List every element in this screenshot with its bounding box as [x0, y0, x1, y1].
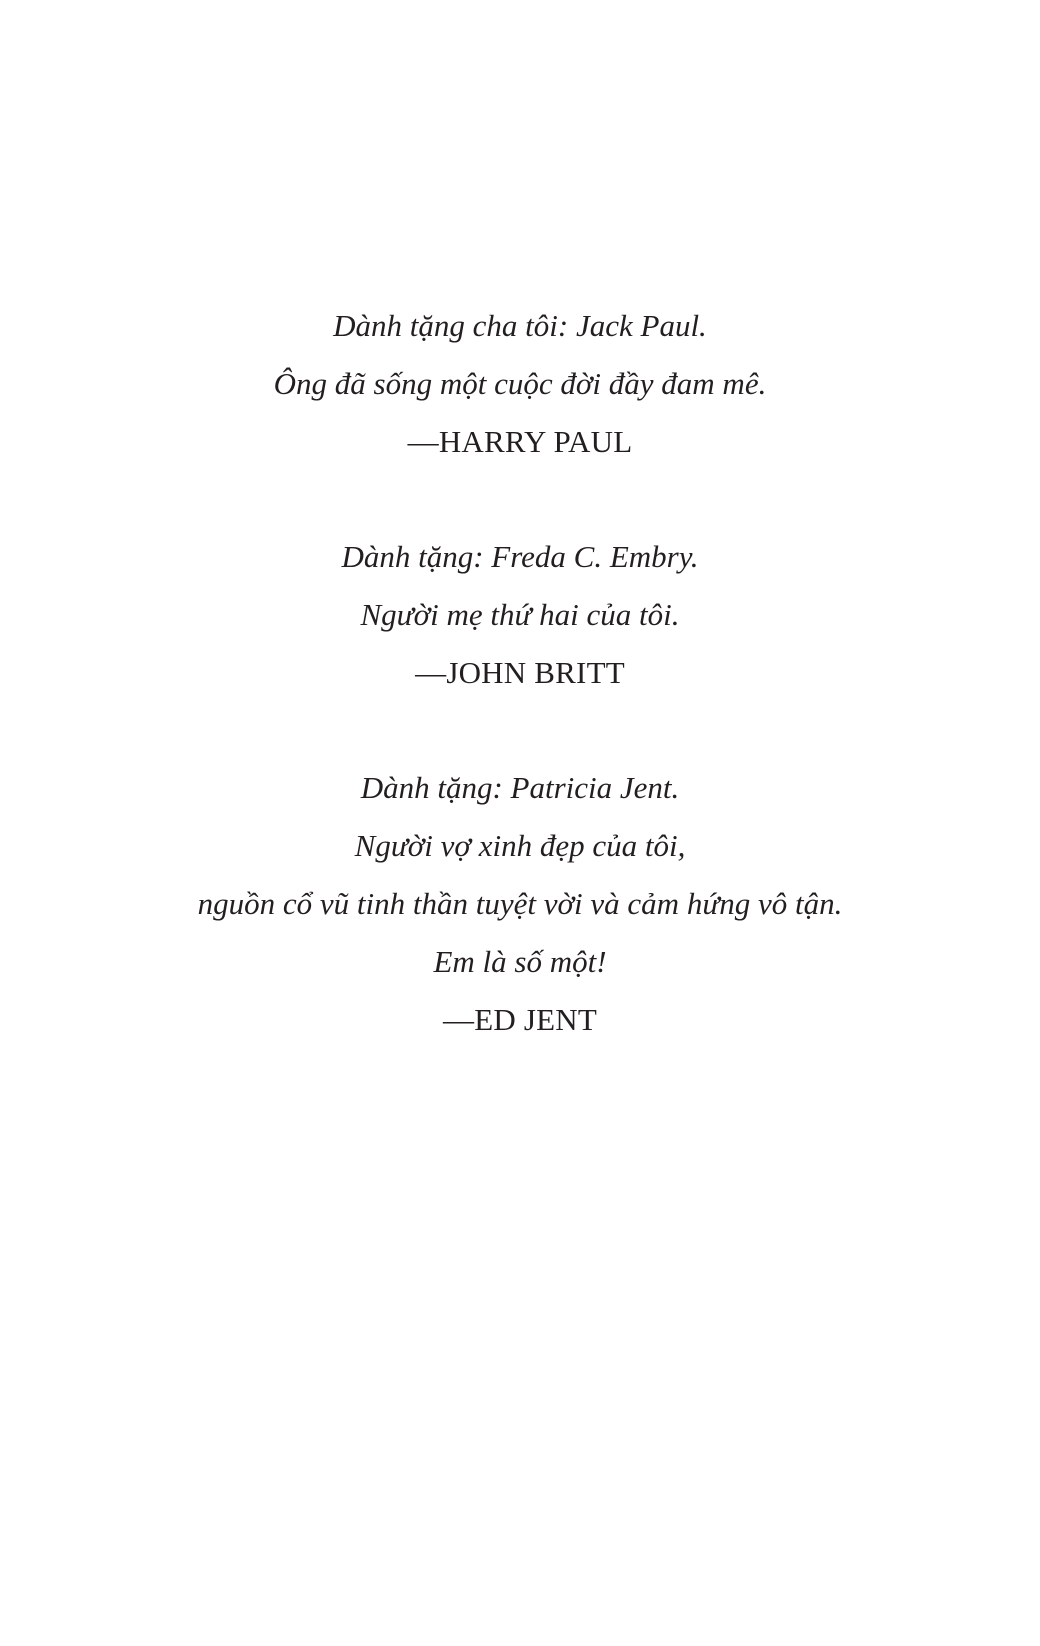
dedication-line: Em là số một!: [433, 944, 607, 979]
dedication-signature: —JOHN BRITT: [415, 655, 625, 690]
dedication-line: Dành tặng: Patricia Jent.: [360, 770, 680, 805]
dedication-line: Người mẹ thứ hai của tôi.: [360, 597, 680, 632]
dedication-signature: —ED JENT: [443, 1002, 597, 1037]
dedication-line: Dành tặng cha tôi: Jack Paul.: [333, 308, 707, 343]
dedication-harry-paul: [0, 297, 1040, 471]
dedication-line: Người vợ xinh đẹp của tôi,: [354, 828, 686, 863]
dedication-line: Ông đã sống một cuộc đời đầy đam mê.: [273, 366, 767, 401]
dedication-ed-jent: [0, 759, 1040, 1049]
dedication-line: Dành tặng: Freda C. Embry.: [341, 539, 699, 574]
dedication-signature: —HARRY PAUL: [407, 424, 633, 459]
dedication-john-britt: [0, 528, 1040, 702]
dedication-line: nguồn cổ vũ tinh thần tuyệt vời và cảm hứng vô tận.: [197, 886, 843, 921]
